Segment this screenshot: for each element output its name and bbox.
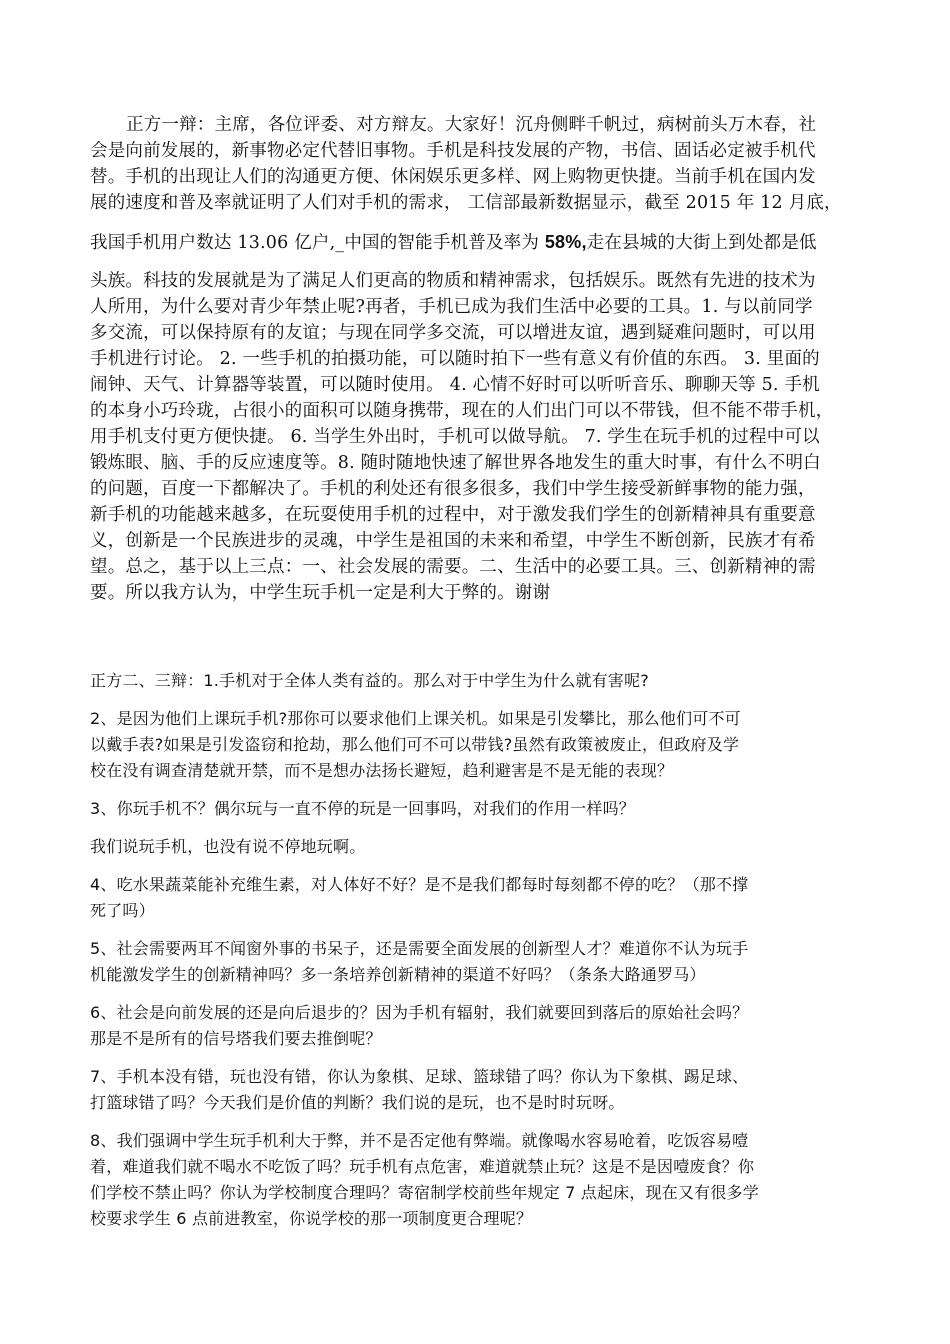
paragraph bbox=[90, 936, 865, 988]
document-page bbox=[90, 112, 865, 1244]
text-line: 机能激发学生的创新精神吗？多一条培养创新精神的渠道不好吗？（条条大路通罗马） bbox=[90, 965, 706, 984]
text-line: 的问题，百度一下都解决了。手机的利处还有很多很多，我们中学生接受新鲜事物的能力强， bbox=[90, 479, 816, 499]
paragraph bbox=[90, 796, 865, 822]
text-line: 那是不是所有的信号塔我们要去推倒呢？ bbox=[90, 1029, 382, 1048]
paragraph bbox=[90, 872, 865, 924]
text-line: 正方二、三辩：1.手机对于全体人类有益的。那么对于中学生为什么就有害呢? bbox=[90, 671, 649, 690]
text-line: 7、手机本没有错，玩也没有错，你认为象棋、足球、篮球错了吗？你认为下象棋、踢足球、 bbox=[90, 1067, 749, 1086]
text-line: 校在没有调查清楚就开禁，而不是想办法扬长避短，趋利避害是不是无能的表现？ bbox=[90, 761, 674, 780]
text-line: 望。总之，基于以上三点：一、社会发展的需要。二、生活中的必要工具。三、创新精神的需 bbox=[90, 557, 816, 577]
paragraph bbox=[90, 1000, 865, 1052]
text-line: 6、社会是向前发展的还是向后退步的？因为手机有辐射，我们就要回到落后的原始社会吗？ bbox=[90, 1003, 749, 1022]
paragraph bbox=[90, 1128, 865, 1232]
text-line: 替。手机的出现让人们的沟通更方便、休闲娱乐更多样、网上购物更快捷。当前手机在国内发 bbox=[90, 167, 816, 187]
text-line: 用手机支付更方便快捷。 6. 当学生外出时，手机可以做导航。 7. 学生在玩手机的过程中可以 bbox=[90, 427, 820, 447]
text-line: 要。所以我方认为，中学生玩手机一定是利大于弊的。谢谢 bbox=[90, 583, 551, 603]
paragraph bbox=[90, 668, 865, 694]
text-line: 闹钟、天气、计算器等装置，可以随时使用。 4. 心情不好时可以听听音乐、聊聊天等 5. 手机 bbox=[90, 375, 820, 395]
text-line: 手机进行讨论。 2. 一些手机的拍摄功能，可以随时拍下一些有意义有价值的东西。 3. 里面的 bbox=[90, 349, 820, 369]
text-line: 义，创新是一个民族进步的灵魂，中学生是祖国的未来和希望，中学生不断创新，民族才有希 bbox=[90, 531, 816, 551]
text-line: 以戴手表?如果是引发盗窃和抢劫，那么他们可不可以带钱?虽然有政策被废止，但政府及学 bbox=[90, 735, 740, 754]
text-line: 死了吗） bbox=[90, 901, 155, 920]
text-line: 校要求学生 6 点前进教室，你说学校的那一项制度更合理呢？ bbox=[90, 1209, 533, 1228]
paragraph bbox=[90, 706, 865, 784]
text-line: 2、是因为他们上课玩手机?那你可以要求他们上课关机。如果是引发攀比，那么他们可不可 bbox=[90, 709, 741, 728]
affirmative-first-speech bbox=[90, 112, 865, 606]
text-line: 着，难道我们就不喝水不吃饭了吗？玩手机有点危害，难道就禁止玩？这是不是因噎废食？你 bbox=[90, 1157, 755, 1176]
paragraph bbox=[90, 1064, 865, 1116]
text-line: 打篮球错了吗？今天我们是价值的判断？我们说的是玩，也不是时时玩呀。 bbox=[90, 1093, 625, 1112]
affirmative-second-third-speech bbox=[90, 668, 865, 1232]
text-line: 4、吃水果蔬菜能补充维生素，对人体好不好？是不是我们都每时每刻都不停的吃？（那不撑 bbox=[90, 875, 749, 894]
statistics-text-tail: 走在县城的大街上到处都是低 bbox=[586, 233, 817, 253]
text-line: 会是向前发展的，新事物必定代替旧事物。手机是科技发展的产物，书信、固话必定被手机代 bbox=[90, 141, 816, 161]
text-line: 我们说玩手机，也没有说不停地玩啊。 bbox=[90, 837, 366, 856]
text-line: 8、我们强调中学生玩手机利大于弊，并不是否定他有弊端。就像喝水容易呛着，吃饭容易噎 bbox=[90, 1131, 749, 1150]
smartphone-rate-value: 58%, bbox=[544, 232, 587, 252]
text-line: 头族。科技的发展就是为了满足人们更高的物质和精神需求，包括娱乐。既然有先进的技术为 bbox=[90, 271, 816, 291]
text-line: 人所用，为什么要对青少年禁止呢?再者，手机已成为我们生活中必要的工具。1. 与以前同学 bbox=[90, 297, 813, 317]
text-line: 5、社会需要两耳不闻窗外事的书呆子，还是需要全面发展的创新型人才？难道你不认为玩手 bbox=[90, 939, 749, 958]
text-line: 新手机的功能越来越多，在玩耍使用手机的过程中，对于激发我们学生的创新精神具有重要意 bbox=[90, 505, 816, 525]
paragraph bbox=[90, 834, 865, 860]
text-line: 展的速度和普及率就证明了人们对手机的需求， 工信部最新数据显示，截至 2015 年 12 月底， bbox=[90, 193, 842, 213]
text-line: 们学校不禁止吗？你认为学校制度合理吗？寄宿制学校前些年规定 7 点起床，现在又有很多学 bbox=[90, 1183, 759, 1202]
text-line: 锻炼眼、脑、手的反应速度等。8. 随时随地快速了解世界各地发生的重大时事，有什么不明白 bbox=[90, 453, 821, 473]
text-line: 的本身小巧玲珑，占很小的面积可以随身携带，现在的人们出门可以不带钱，但不能不带手机， bbox=[90, 401, 834, 421]
text-line: 正方一辩：主席，各位评委、对方辩友。大家好！沉舟侧畔千帆过，病树前头万木春，社 bbox=[126, 115, 817, 135]
text-line: 3、你玩手机不？偶尔玩与一直不停的玩是一回事吗，对我们的作用一样吗？ bbox=[90, 799, 635, 818]
statistics-text: 我国手机用户数达 13.06 亿户,_中国的智能手机普及率为 bbox=[90, 233, 545, 253]
section-gap bbox=[90, 606, 865, 662]
statistics-line bbox=[90, 216, 865, 268]
text-line: 多交流，可以保持原有的友谊；与现在同学多交流，可以增进友谊，遇到疑难问题时，可以用 bbox=[90, 323, 816, 343]
